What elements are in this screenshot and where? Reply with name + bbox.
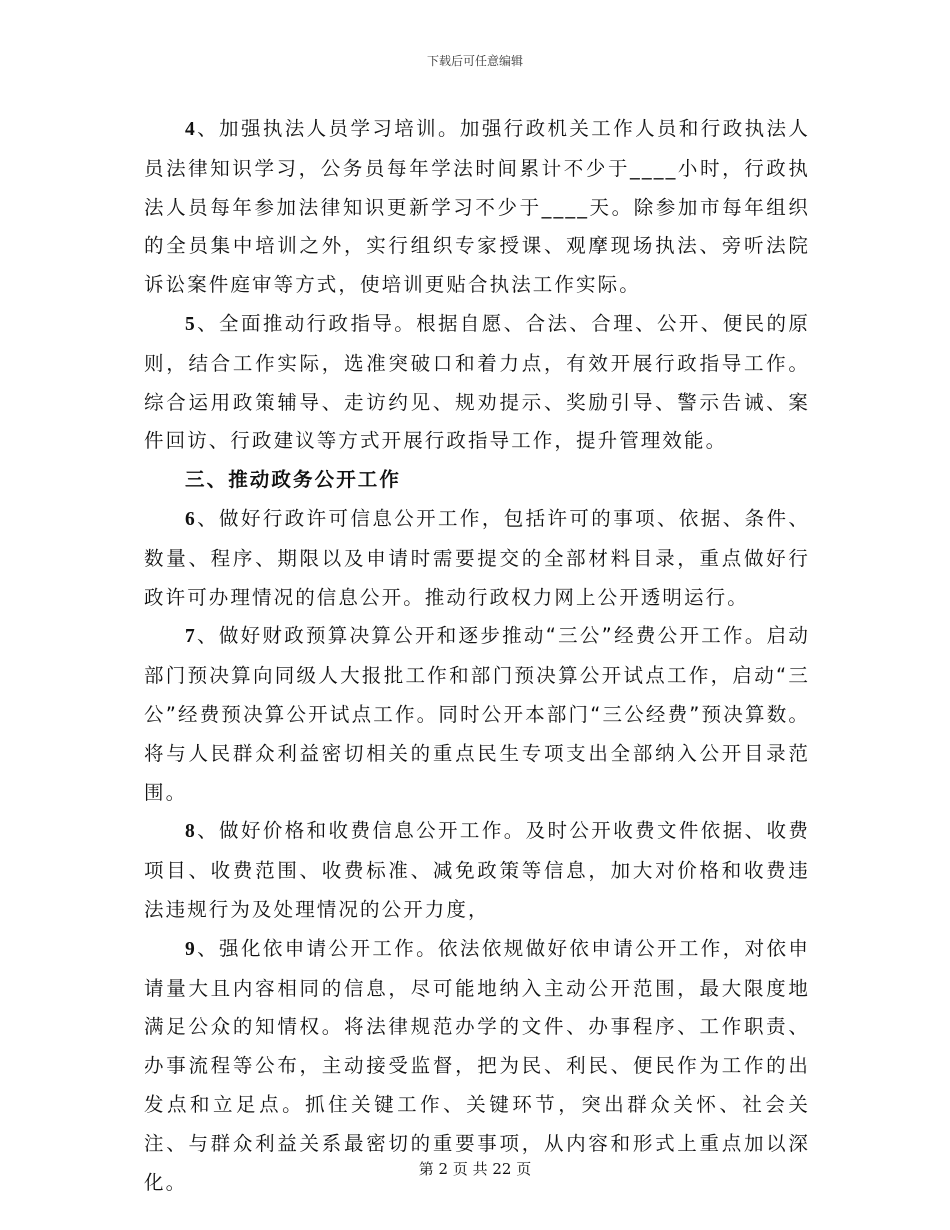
paragraph-number: 4: [185, 119, 197, 140]
paragraph-8: [144, 812, 810, 929]
paragraph-6: [144, 500, 810, 617]
paragraph-text: 、全面推动行政指导。根据自愿、合法、合理、公开、便民的原则，结合工作实际，选准突破口和着力点，有效开展行政指导工作。综合运用政策辅导、走访约见、规劝提示、奖励引导、警示告诫、案件回访、行政建议等方式开展行政指导工作，提升管理效能。: [144, 311, 810, 453]
paragraph-number: 8: [185, 821, 197, 843]
paragraph-text: 、加强执法人员学习培训。加强行政机关工作人员和行政执法人员法律知识学习，公务员每年学法时间累计不少于____小时，行政执法人员每年参加法律知识更新学习不少于____天。除参加市每年组织的全员集中培训之外，实行组织专家授课、观摩现场执法、旁听法院诉讼案件庭审等方式，使培训更贴合执法工作实际。: [144, 117, 810, 297]
paragraph-number: 6: [185, 508, 197, 530]
paragraph-7: [144, 617, 810, 812]
header-note: 下载后可任意编辑: [426, 54, 523, 68]
paragraph-number: 5: [185, 313, 197, 335]
paragraph-4: [144, 110, 810, 305]
document-body: [144, 110, 810, 1202]
paragraph-text: 、强化依申请公开工作。依法依规做好依申请公开工作，对依申请量大且内容相同的信息，尽可能地纳入主动公开范围，最大限度地满足公众的知情权。将法律规范办学的文件、办事程序、工作职责、办事流程等公布，主动接受监督，把为民、利民、便民作为工作的出发点和立足点。抓住关键工作、关键环节，突出群众关怀、社会关注、与群众利益关系最密切的重要事项，从内容和形式上重点加以深化。: [144, 936, 810, 1194]
paragraph-number: 7: [185, 626, 197, 648]
paragraph-5: [144, 305, 810, 461]
page-number-footer: 第 2 页 共 22 页: [418, 1160, 532, 1178]
section-heading: 三、推动政务公开工作: [185, 468, 402, 492]
paragraph-number: 9: [185, 938, 197, 960]
paragraph-text: 、做好行政许可信息公开工作，包括许可的事项、依据、条件、数量、程序、期限以及申请时需要提交的全部材料目录，重点做好行政许可办理情况的信息公开。推动行政权力网上公开透明运行。: [144, 506, 810, 609]
paragraph-text: 、做好价格和收费信息公开工作。及时公开收费文件依据、收费项目、收费范围、收费标准、减免政策等信息，加大对价格和收费违法违规行为及处理情况的公开力度，: [144, 819, 810, 921]
paragraph-text: 、做好财政预算决算公开和逐步推动“三公”经费公开工作。启动部门预决算向同级人大报批工作和部门预决算公开试点工作，启动“三公”经费预决算公开试点工作。同时公开本部门“三公经费”预决算数。将与人民群众利益密切相关的重点民生专项支出全部纳入公开目录范围。: [144, 624, 810, 804]
